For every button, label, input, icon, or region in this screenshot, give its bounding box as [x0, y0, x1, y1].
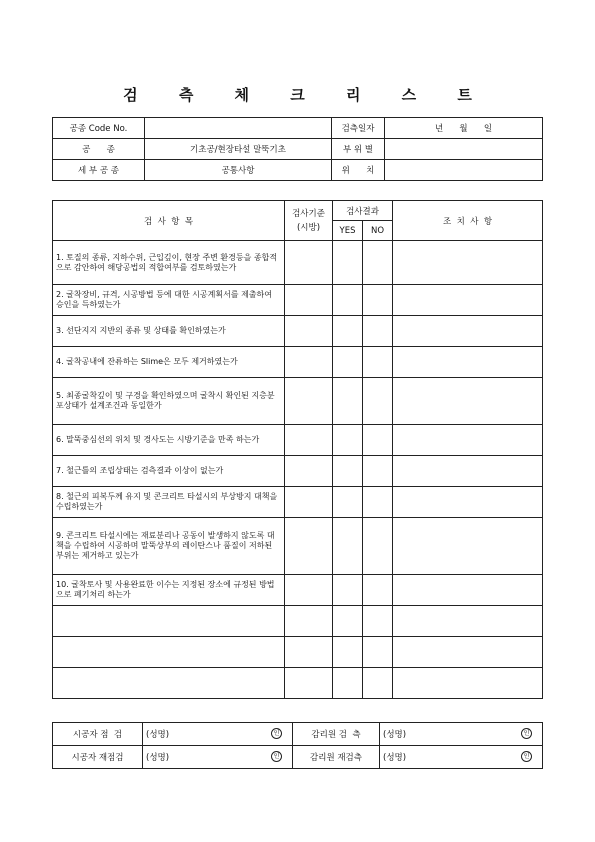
supervisor-inspect-name: (성명) [383, 730, 407, 740]
work-value[interactable]: 기초공/현장타설 말뚝기초 [145, 139, 332, 160]
action-cell[interactable] [393, 378, 543, 425]
action-cell[interactable] [393, 316, 543, 347]
action-cell[interactable] [393, 425, 543, 456]
checklist-item-text: 5. 최종굴착깊이 및 구경을 확인하였으며 굴착시 확인된 지층분포상태가 설계조건과 동일한가 [53, 378, 285, 425]
col-header-item: 검 사 항 목 [53, 201, 285, 241]
supervisor-reinspect-label: 감리원 재검측 [293, 746, 380, 769]
yes-cell[interactable] [333, 425, 363, 456]
action-cell[interactable] [393, 456, 543, 487]
action-cell[interactable] [393, 347, 543, 378]
page-title: 검 측 체 크 리 스 트 [123, 86, 490, 104]
location-field[interactable] [385, 139, 543, 160]
checklist-item-text [53, 606, 285, 637]
table-row [53, 575, 543, 606]
contractor-check-label: 시공자 점 검 [53, 723, 143, 746]
contractor-check-name: (성명) [146, 730, 170, 740]
date-field[interactable]: 년 월 일 [385, 118, 543, 139]
seal-icon: 인 [271, 751, 292, 762]
no-cell[interactable] [363, 518, 393, 575]
table-row [53, 347, 543, 378]
checklist-item-text: 1. 토질의 종류, 지하수위, 근입깊이, 현장 주변 환경등을 종합적으로 감안하여 해당공법의 적합여부를 검토하였는가 [53, 241, 285, 285]
position-label: 위 치 [332, 160, 385, 181]
table-row [53, 425, 543, 456]
col-header-standard [285, 201, 333, 241]
position-field[interactable] [385, 160, 543, 181]
yes-cell[interactable] [333, 606, 363, 637]
no-cell[interactable] [363, 241, 393, 285]
col-header-action: 조 치 사 항 [393, 201, 543, 241]
standard-cell[interactable] [285, 241, 333, 285]
contractor-recheck-label: 시공자 재점검 [53, 746, 143, 769]
action-cell[interactable] [393, 518, 543, 575]
code-field[interactable] [145, 118, 332, 139]
no-cell[interactable] [363, 456, 393, 487]
table-row [53, 487, 543, 518]
standard-cell[interactable] [285, 425, 333, 456]
standard-cell[interactable] [285, 518, 333, 575]
table-row [53, 241, 543, 285]
checklist-item-text [53, 637, 285, 668]
detail-label: 세 부 공 종 [53, 160, 145, 181]
seal-icon: 인 [271, 728, 292, 739]
supervisor-reinspect-name: (성명) [383, 753, 407, 763]
no-cell[interactable] [363, 425, 393, 456]
table-row [53, 518, 543, 575]
standard-cell[interactable] [285, 456, 333, 487]
yes-cell[interactable] [333, 347, 363, 378]
col-header-yes: YES [333, 221, 363, 241]
checklist-item-text: 7. 철근틀의 조립상태는 검측결과 이상이 없는가 [53, 456, 285, 487]
standard-cell[interactable] [285, 378, 333, 425]
yes-cell[interactable] [333, 487, 363, 518]
checklist-item-text: 4. 굴착공내에 잔류하는 Slime은 모두 제거하였는가 [53, 347, 285, 378]
yes-cell[interactable] [333, 637, 363, 668]
checklist-item-text: 8. 철근의 피복두께 유지 및 콘크리트 타설시의 부상방지 대책을 수립하였는가 [53, 487, 285, 518]
no-cell[interactable] [363, 285, 393, 316]
no-cell[interactable] [363, 378, 393, 425]
signature-table [52, 722, 543, 769]
table-row [53, 668, 543, 699]
action-cell[interactable] [393, 285, 543, 316]
col-header-no: NO [363, 221, 393, 241]
no-cell[interactable] [363, 316, 393, 347]
table-row [53, 285, 543, 316]
standard-cell[interactable] [285, 316, 333, 347]
checklist-item-text: 6. 말뚝중심선의 위치 및 경사도는 시방기준을 만족 하는가 [53, 425, 285, 456]
standard-cell[interactable] [285, 606, 333, 637]
yes-cell[interactable] [333, 316, 363, 347]
standard-cell[interactable] [285, 285, 333, 316]
supervisor-inspect-signature[interactable] [380, 723, 543, 746]
work-label: 공 종 [53, 139, 145, 160]
checklist-item-text [53, 668, 285, 699]
no-cell[interactable] [363, 668, 393, 699]
no-cell[interactable] [363, 575, 393, 606]
standard-cell[interactable] [285, 575, 333, 606]
supervisor-reinspect-signature[interactable] [380, 746, 543, 769]
contractor-recheck-name: (성명) [146, 753, 170, 763]
table-row [53, 316, 543, 347]
standard-cell[interactable] [285, 487, 333, 518]
detail-value[interactable]: 공통사항 [145, 160, 332, 181]
action-cell[interactable] [393, 241, 543, 285]
col-header-standard-sub: (시방) [296, 222, 321, 233]
location-label: 부 위 별 [332, 139, 385, 160]
no-cell[interactable] [363, 487, 393, 518]
checklist-item-text: 9. 콘크리트 타설시에는 재료분리나 공동이 발생하지 않도록 대책을 수립하여 시공하며 말뚝상부의 레이탄스나 품질이 저하된 부위는 제거하고 있는가 [53, 518, 285, 575]
contractor-recheck-signature[interactable] [143, 746, 293, 769]
col-header-standard-label: 검사기준 [292, 208, 325, 219]
action-cell[interactable] [393, 575, 543, 606]
table-row [53, 378, 543, 425]
date-label: 검측일자 [332, 118, 385, 139]
col-header-result: 검사결과 [333, 201, 393, 221]
contractor-check-signature[interactable] [143, 723, 293, 746]
yes-cell[interactable] [333, 575, 363, 606]
yes-cell[interactable] [333, 456, 363, 487]
table-row [53, 606, 543, 637]
code-label: 공종 Code No. [53, 118, 145, 139]
no-cell[interactable] [363, 637, 393, 668]
yes-cell[interactable] [333, 241, 363, 285]
action-cell[interactable] [393, 637, 543, 668]
table-row [53, 637, 543, 668]
header-info-table [52, 117, 543, 181]
yes-cell[interactable] [333, 668, 363, 699]
yes-cell[interactable] [333, 378, 363, 425]
checklist-table [52, 200, 543, 699]
table-row [53, 456, 543, 487]
no-cell[interactable] [363, 606, 393, 637]
standard-cell[interactable] [285, 668, 333, 699]
seal-icon: 인 [521, 751, 542, 762]
standard-cell[interactable] [285, 637, 333, 668]
yes-cell[interactable] [333, 285, 363, 316]
action-cell[interactable] [393, 668, 543, 699]
seal-icon: 인 [521, 728, 542, 739]
no-cell[interactable] [363, 347, 393, 378]
action-cell[interactable] [393, 606, 543, 637]
checklist-item-text: 3. 선단지지 지반의 종류 및 상태를 확인하였는가 [53, 316, 285, 347]
checklist-item-text: 10. 굴착토사 및 사용완료한 이수는 지정된 장소에 규정된 방법으로 폐기처리 하는가 [53, 575, 285, 606]
yes-cell[interactable] [333, 518, 363, 575]
supervisor-inspect-label: 감리원 검 측 [293, 723, 380, 746]
checklist-item-text: 2. 굴착장비, 규격, 시공방법 등에 대한 시공계획서를 제출하여 승인을 득하였는가 [53, 285, 285, 316]
action-cell[interactable] [393, 487, 543, 518]
standard-cell[interactable] [285, 347, 333, 378]
